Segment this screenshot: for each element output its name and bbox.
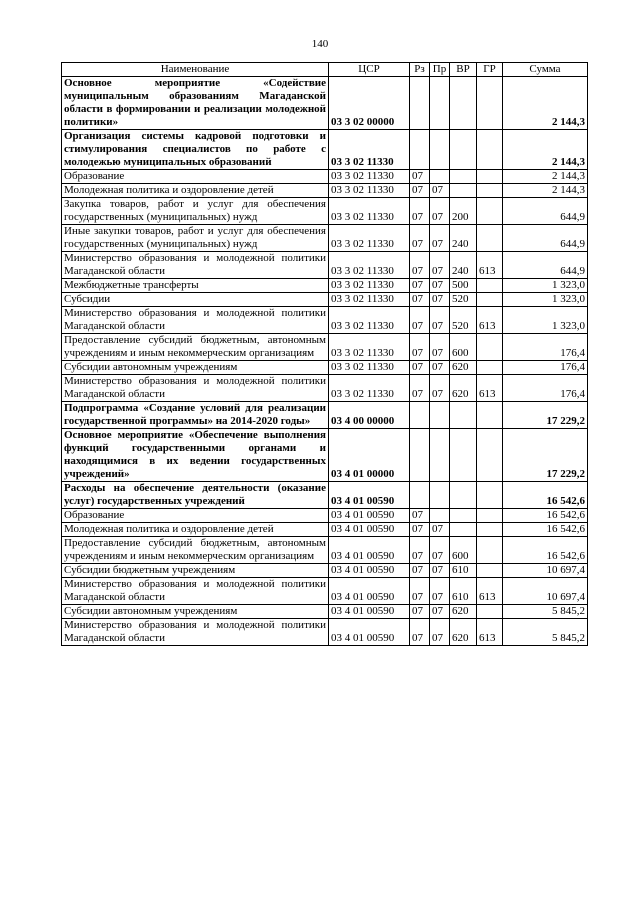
cell-rz: 07 (410, 619, 430, 646)
cell-csr: 03 4 01 00590 (329, 509, 410, 523)
cell-csr: 03 3 02 11330 (329, 293, 410, 307)
cell-csr: 03 3 02 11330 (329, 130, 410, 170)
cell-rz: 07 (410, 279, 430, 293)
cell-vr: 600 (450, 334, 477, 361)
cell-pr: 07 (430, 537, 450, 564)
cell-sum: 2 144,3 (503, 130, 588, 170)
table-row (62, 537, 588, 564)
table-row (62, 361, 588, 375)
cell-sum: 1 323,0 (503, 307, 588, 334)
cell-vr (450, 429, 477, 482)
cell-pr: 07 (430, 523, 450, 537)
cell-vr: 620 (450, 619, 477, 646)
cell-gr: 613 (477, 619, 503, 646)
cell-vr (450, 130, 477, 170)
cell-pr (430, 429, 450, 482)
column-header-vr: ВР (450, 63, 477, 77)
table-row (62, 252, 588, 279)
cell-vr: 520 (450, 307, 477, 334)
cell-rz (410, 402, 430, 429)
cell-rz: 07 (410, 605, 430, 619)
cell-sum: 1 323,0 (503, 293, 588, 307)
cell-rz: 07 (410, 307, 430, 334)
cell-csr: 03 3 02 11330 (329, 334, 410, 361)
cell-name: Министерство образования и молодежной политики Магаданской области (62, 252, 329, 279)
table-row (62, 307, 588, 334)
table-row (62, 482, 588, 509)
cell-csr: 03 3 02 11330 (329, 375, 410, 402)
cell-sum: 16 542,6 (503, 537, 588, 564)
budget-table (61, 62, 588, 646)
cell-csr: 03 4 01 00590 (329, 537, 410, 564)
cell-rz: 07 (410, 361, 430, 375)
cell-sum: 176,4 (503, 361, 588, 375)
cell-gr (477, 361, 503, 375)
table-row (62, 402, 588, 429)
cell-gr: 613 (477, 578, 503, 605)
cell-gr (477, 334, 503, 361)
cell-sum: 644,9 (503, 225, 588, 252)
cell-rz: 07 (410, 293, 430, 307)
table-row (62, 375, 588, 402)
cell-csr: 03 3 02 11330 (329, 279, 410, 293)
cell-rz: 07 (410, 564, 430, 578)
cell-vr: 620 (450, 361, 477, 375)
cell-gr (477, 130, 503, 170)
column-header-csr: ЦСР (329, 63, 410, 77)
cell-gr (477, 605, 503, 619)
cell-csr: 03 3 02 11330 (329, 184, 410, 198)
cell-rz: 07 (410, 334, 430, 361)
cell-pr: 07 (430, 375, 450, 402)
table-row (62, 578, 588, 605)
cell-gr (477, 77, 503, 130)
cell-csr: 03 4 01 00590 (329, 564, 410, 578)
cell-name: Подпрограмма «Создание условий для реализации государственной программы» на 2014-2020 годы» (62, 402, 329, 429)
cell-csr: 03 3 02 11330 (329, 361, 410, 375)
table-row (62, 198, 588, 225)
table-row (62, 429, 588, 482)
cell-name: Предоставление субсидий бюджетным, автономным учреждениям и иным некоммерческим организациям (62, 537, 329, 564)
column-header-pr: Пр (430, 63, 450, 77)
cell-csr: 03 3 02 11330 (329, 170, 410, 184)
cell-name: Министерство образования и молодежной политики Магаданской области (62, 578, 329, 605)
cell-gr (477, 537, 503, 564)
cell-rz: 07 (410, 537, 430, 564)
cell-pr: 07 (430, 619, 450, 646)
cell-rz: 07 (410, 375, 430, 402)
cell-rz: 07 (410, 225, 430, 252)
cell-sum: 16 542,6 (503, 523, 588, 537)
cell-name: Расходы на обеспечение деятельности (оказание услуг) государственных учреждений (62, 482, 329, 509)
cell-pr: 07 (430, 361, 450, 375)
cell-sum: 1 323,0 (503, 279, 588, 293)
page-number: 140 (311, 38, 329, 50)
cell-csr: 03 4 01 00590 (329, 523, 410, 537)
cell-gr (477, 184, 503, 198)
cell-sum: 17 229,2 (503, 429, 588, 482)
table-row (62, 509, 588, 523)
cell-sum: 2 144,3 (503, 77, 588, 130)
column-header-gr: ГР (477, 63, 503, 77)
cell-vr (450, 523, 477, 537)
cell-sum: 2 144,3 (503, 170, 588, 184)
cell-rz: 07 (410, 252, 430, 279)
cell-rz (410, 429, 430, 482)
cell-name: Субсидии автономным учреждениям (62, 361, 329, 375)
table-row (62, 77, 588, 130)
cell-name: Закупка товаров, работ и услуг для обеспечения государственных (муниципальных) нужд (62, 198, 329, 225)
cell-vr (450, 184, 477, 198)
table-row (62, 279, 588, 293)
cell-gr (477, 564, 503, 578)
cell-vr: 240 (450, 225, 477, 252)
cell-name: Организация системы кадровой подготовки и стимулирования специалистов по работе с молодежью муниципальных образований (62, 130, 329, 170)
cell-name: Субсидии автономным учреждениям (62, 605, 329, 619)
cell-gr (477, 429, 503, 482)
cell-pr (430, 77, 450, 130)
cell-gr: 613 (477, 307, 503, 334)
table-row (62, 130, 588, 170)
cell-pr (430, 482, 450, 509)
cell-csr: 03 3 02 11330 (329, 198, 410, 225)
cell-sum: 2 144,3 (503, 184, 588, 198)
cell-vr: 620 (450, 605, 477, 619)
table-header-row (62, 63, 588, 77)
cell-rz: 07 (410, 170, 430, 184)
cell-name: Министерство образования и молодежной политики Магаданской области (62, 619, 329, 646)
cell-gr (477, 225, 503, 252)
cell-gr (477, 523, 503, 537)
cell-pr: 07 (430, 307, 450, 334)
cell-pr: 07 (430, 578, 450, 605)
cell-vr (450, 77, 477, 130)
cell-gr (477, 509, 503, 523)
cell-name: Межбюджетные трансферты (62, 279, 329, 293)
cell-vr (450, 170, 477, 184)
cell-rz (410, 130, 430, 170)
table-body (62, 77, 588, 646)
cell-name: Образование (62, 170, 329, 184)
cell-name: Субсидии (62, 293, 329, 307)
table-row (62, 170, 588, 184)
cell-sum: 5 845,2 (503, 605, 588, 619)
cell-pr (430, 170, 450, 184)
cell-rz (410, 482, 430, 509)
cell-rz: 07 (410, 184, 430, 198)
cell-pr: 07 (430, 605, 450, 619)
cell-pr: 07 (430, 293, 450, 307)
cell-name: Министерство образования и молодежной политики Магаданской области (62, 375, 329, 402)
cell-sum: 16 542,6 (503, 509, 588, 523)
cell-rz: 07 (410, 198, 430, 225)
cell-csr: 03 4 01 00000 (329, 429, 410, 482)
cell-pr (430, 130, 450, 170)
cell-gr: 613 (477, 252, 503, 279)
column-header-name: Наименование (62, 63, 329, 77)
cell-name: Основное мероприятие «Содействие муниципальным образованиям Магаданской области в формировании и реализации молодежной политики» (62, 77, 329, 130)
cell-sum: 16 542,6 (503, 482, 588, 509)
cell-gr (477, 170, 503, 184)
cell-sum: 176,4 (503, 334, 588, 361)
cell-name: Молодежная политика и оздоровление детей (62, 184, 329, 198)
cell-vr (450, 509, 477, 523)
cell-name: Молодежная политика и оздоровление детей (62, 523, 329, 537)
cell-csr: 03 4 01 00590 (329, 605, 410, 619)
cell-csr: 03 4 01 00590 (329, 482, 410, 509)
cell-sum: 10 697,4 (503, 578, 588, 605)
cell-vr: 500 (450, 279, 477, 293)
table-row (62, 523, 588, 537)
table-row (62, 293, 588, 307)
cell-name: Предоставление субсидий бюджетным, автономным учреждениям и иным некоммерческим организациям (62, 334, 329, 361)
cell-pr (430, 509, 450, 523)
cell-gr (477, 279, 503, 293)
cell-vr: 200 (450, 198, 477, 225)
cell-pr (430, 402, 450, 429)
cell-gr: 613 (477, 375, 503, 402)
table-row (62, 564, 588, 578)
cell-name: Министерство образования и молодежной политики Магаданской области (62, 307, 329, 334)
table-row (62, 184, 588, 198)
cell-name: Основное мероприятие «Обеспечение выполнения функций государственными органами и находящимися в их ведении государственных учреждений» (62, 429, 329, 482)
cell-rz: 07 (410, 509, 430, 523)
cell-name: Образование (62, 509, 329, 523)
cell-pr: 07 (430, 252, 450, 279)
cell-vr: 620 (450, 375, 477, 402)
cell-pr: 07 (430, 334, 450, 361)
cell-rz: 07 (410, 523, 430, 537)
cell-sum: 17 229,2 (503, 402, 588, 429)
cell-csr: 03 4 00 00000 (329, 402, 410, 429)
cell-vr: 520 (450, 293, 477, 307)
cell-csr: 03 4 01 00590 (329, 619, 410, 646)
cell-vr: 610 (450, 564, 477, 578)
cell-csr: 03 3 02 11330 (329, 307, 410, 334)
cell-name: Иные закупки товаров, работ и услуг для обеспечения государственных (муниципальных) нужд (62, 225, 329, 252)
table-row (62, 619, 588, 646)
cell-sum: 644,9 (503, 252, 588, 279)
cell-sum: 176,4 (503, 375, 588, 402)
cell-vr: 240 (450, 252, 477, 279)
cell-csr: 03 3 02 11330 (329, 252, 410, 279)
cell-sum: 5 845,2 (503, 619, 588, 646)
column-header-rz: Рз (410, 63, 430, 77)
cell-vr (450, 482, 477, 509)
cell-gr (477, 293, 503, 307)
table-row (62, 334, 588, 361)
cell-sum: 10 697,4 (503, 564, 588, 578)
cell-sum: 644,9 (503, 198, 588, 225)
cell-rz (410, 77, 430, 130)
cell-pr: 07 (430, 279, 450, 293)
cell-csr: 03 4 01 00590 (329, 578, 410, 605)
table-row (62, 605, 588, 619)
cell-csr: 03 3 02 00000 (329, 77, 410, 130)
cell-pr: 07 (430, 564, 450, 578)
cell-vr (450, 402, 477, 429)
cell-gr (477, 198, 503, 225)
cell-pr: 07 (430, 198, 450, 225)
table-row (62, 225, 588, 252)
cell-pr: 07 (430, 184, 450, 198)
cell-name: Субсидии бюджетным учреждениям (62, 564, 329, 578)
column-header-sum: Сумма (503, 63, 588, 77)
cell-rz: 07 (410, 578, 430, 605)
cell-vr: 610 (450, 578, 477, 605)
cell-pr: 07 (430, 225, 450, 252)
cell-gr (477, 402, 503, 429)
cell-gr (477, 482, 503, 509)
cell-csr: 03 3 02 11330 (329, 225, 410, 252)
cell-vr: 600 (450, 537, 477, 564)
